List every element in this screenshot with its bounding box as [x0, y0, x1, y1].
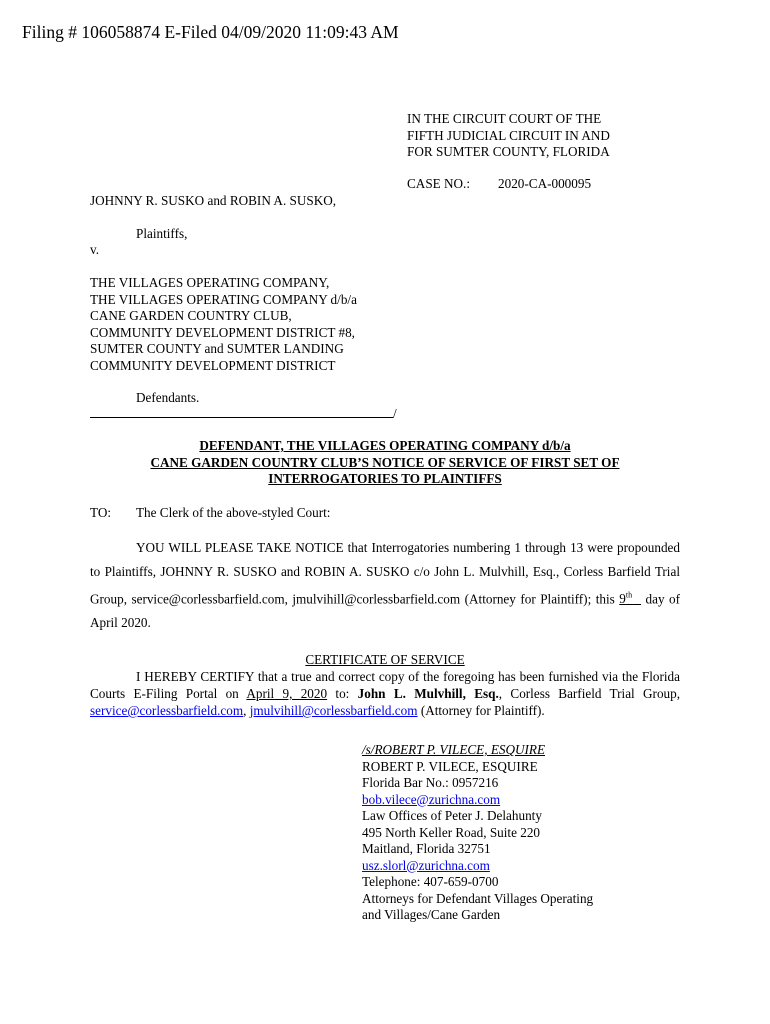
telephone: Telephone: 407-659-0700 [362, 874, 499, 889]
to-label: TO: [90, 505, 112, 520]
defendant-line: THE VILLAGES OPERATING COMPANY, [90, 275, 330, 290]
caption-rule-end: / [393, 406, 397, 421]
notice-day-suffix: th [625, 591, 633, 600]
address-line: Maitland, Florida 32751 [362, 841, 491, 856]
title-line: DEFENDANT, THE VILLAGES OPERATING COMPANY d/b/a [199, 438, 571, 453]
defendant-line: THE VILLAGES OPERATING COMPANY d/b/a [90, 291, 357, 307]
case-number: 2020-CA-000095 [498, 176, 592, 191]
service-date: April 9, 2020 [246, 686, 328, 701]
caption-rule [90, 406, 397, 422]
versus: v. [90, 242, 100, 257]
document-title [90, 438, 680, 488]
notice-paragraph [90, 536, 680, 635]
certificate-heading-text: CERTIFICATE OF SERVICE [305, 652, 465, 667]
bar-number: Florida Bar No.: 0957216 [362, 775, 499, 790]
certificate-heading [90, 652, 680, 668]
notice-day [619, 591, 641, 606]
defendant-line: COMMUNITY DEVELOPMENT DISTRICT [90, 357, 336, 373]
defendant-line: SUMTER COUNTY and SUMTER LANDING [90, 341, 344, 356]
certificate-text: I HEREBY CERTIFY that a true and correct copy of the foregoing has been furnished via the Florida Courts E-Filing Portal on [90, 669, 680, 701]
court-line: FIFTH JUDICIAL CIRCUIT IN AND [407, 127, 610, 143]
notice-text-end: day of April 2020. [90, 591, 681, 631]
court-heading [407, 111, 610, 161]
firm-name: Law Offices of Peter J. Delahunty [362, 808, 542, 823]
defendants-label: Defendants. [136, 390, 200, 405]
to-recipient: The Clerk of the above-styled Court: [136, 505, 331, 520]
notice-day-number: 9 [619, 591, 626, 607]
filing-stamp: Filing # 106058874 E-Filed 04/09/2020 11:09:43 AM [22, 22, 399, 42]
defendant-line: COMMUNITY DEVELOPMENT DISTRICT #8, [90, 324, 355, 340]
email-link-service[interactable]: service@corlessbarfield.com [90, 703, 244, 718]
plaintiffs-label: Plaintiffs, [136, 226, 188, 241]
signature-block [362, 742, 593, 924]
defendants-names [90, 275, 357, 374]
signer-name: ROBERT P. VILECE, ESQUIRE [362, 758, 538, 774]
notice-text: YOU WILL PLEASE TAKE NOTICE that Interrogatories numbering 1 through 13 were propounded to Plaintiffs, JOHNNY R. SUSKO and ROBIN A. SUSKO c/o John L. Mulvhill, Esq., Corless Barfield Trial Group, service@corlessbarfield.com, jmulvihill@corlessbarfield.com (Attorney for Plaintiff); this [90, 540, 680, 607]
certificate-paragraph [90, 668, 680, 719]
email-link-mulvihill[interactable]: jmulvihill@corlessbarfield.com [249, 703, 418, 718]
title-line: CANE GARDEN COUNTRY CLUB’S NOTICE OF SERVICE OF FIRST SET OF [150, 454, 620, 470]
certificate-text: to: [327, 686, 358, 701]
email-link-vilece[interactable]: bob.vilece@zurichna.com [362, 791, 501, 807]
plaintiffs-names: JOHNNY R. SUSKO and ROBIN A. SUSKO, [90, 193, 337, 208]
title-line: INTERROGATORIES TO PLAINTIFFS [268, 471, 502, 486]
email-link-slorl[interactable]: usz.slorl@zurichna.com [362, 857, 490, 873]
attorney-name: John L. Mulvhill, Esq. [357, 686, 499, 701]
address-line: 495 North Keller Road, Suite 220 [362, 824, 541, 840]
attorney-role: and Villages/Cane Garden [362, 907, 501, 922]
certificate-text: (Attorney for Plaintiff). [417, 703, 545, 718]
court-line: IN THE CIRCUIT COURT OF THE [407, 111, 602, 126]
certificate-text: , [243, 703, 250, 718]
case-number-label: CASE NO.: [407, 176, 471, 191]
caption-rule-line [90, 407, 393, 418]
electronic-signature: /s/ROBERT P. VILECE, ESQUIRE [362, 742, 546, 757]
attorney-role: Attorneys for Defendant Villages Operating [362, 890, 594, 906]
defendant-line: CANE GARDEN COUNTRY CLUB, [90, 308, 292, 323]
certificate-text: , Corless Barfield Trial Group, [498, 686, 681, 701]
court-line: FOR SUMTER COUNTY, FLORIDA [407, 144, 610, 159]
